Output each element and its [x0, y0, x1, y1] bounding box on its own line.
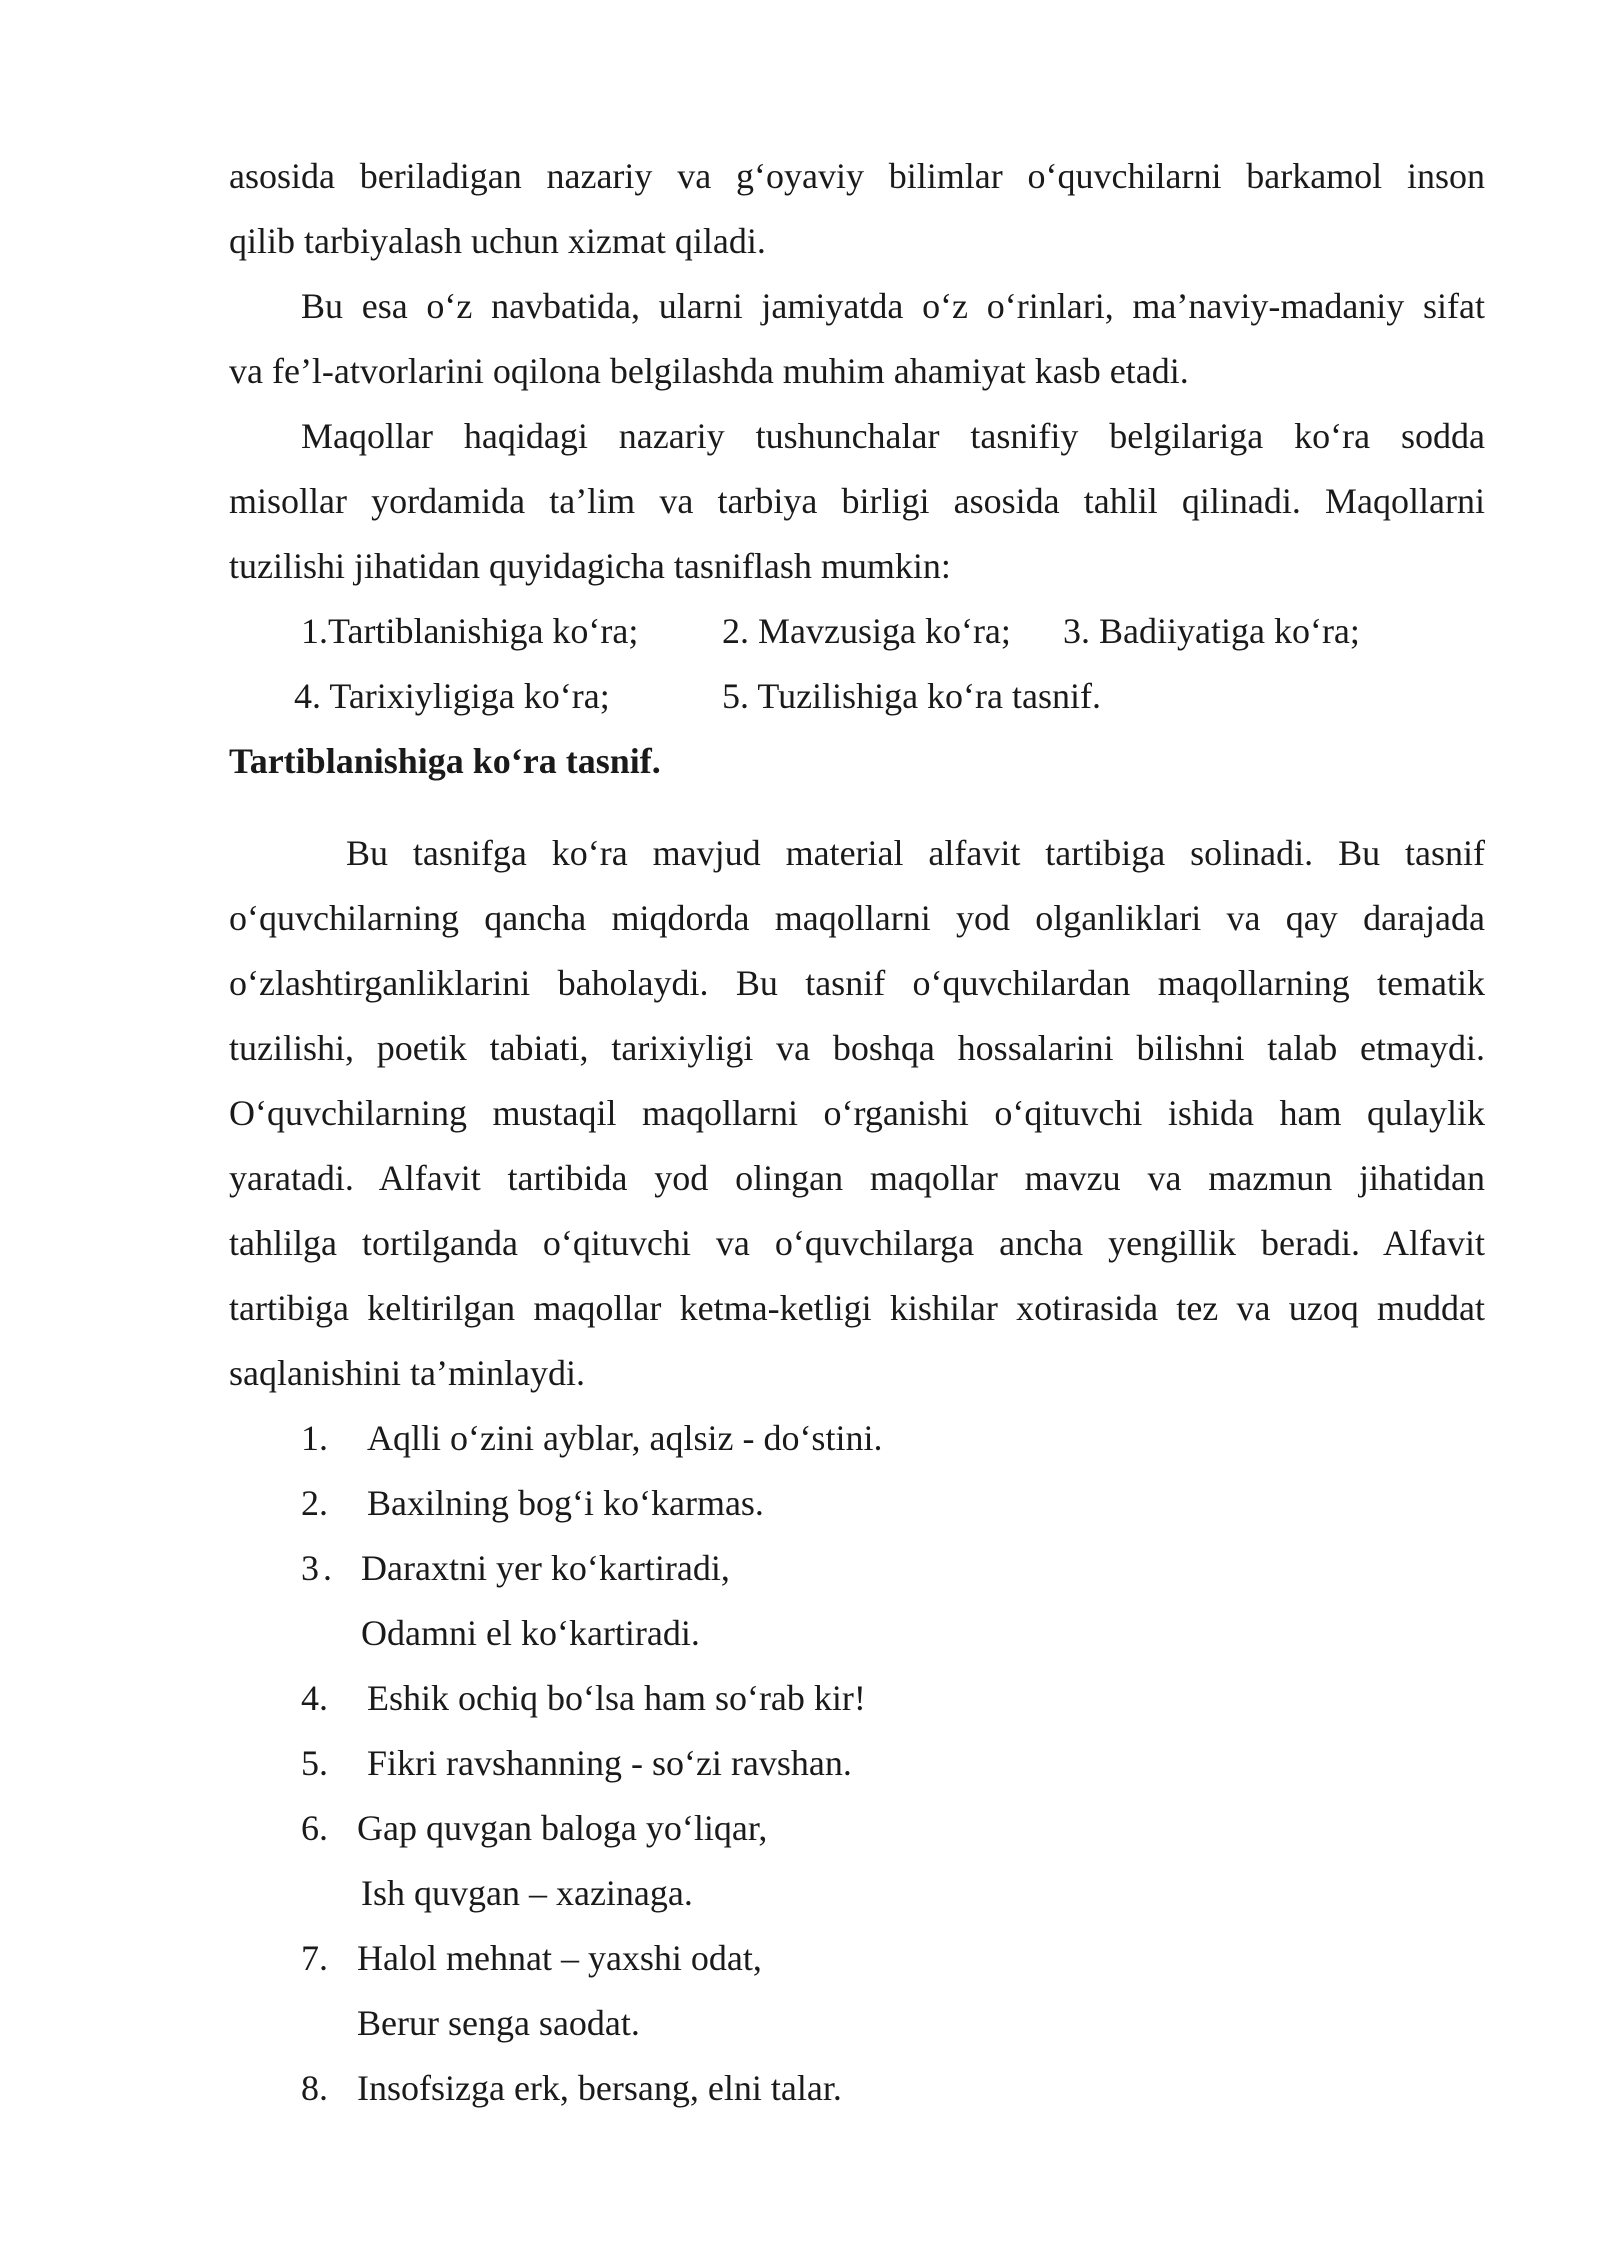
paragraph-line: Maqollar haqidagi nazariy tushunchalar tasnifiy belgilariga ko‘ra sodda	[301, 416, 1485, 456]
paragraph-line: va fe’l-atvorlarini oqilona belgilashda muhim ahamiyat kasb etadi.	[229, 351, 1189, 391]
list-number: 7.	[301, 1938, 328, 1978]
paragraph-line: Bu tasnifga ko‘ra mavjud material alfavit tartibiga solinadi. Bu tasnif	[346, 833, 1485, 873]
classification-item: 1.Tartiblanishiga ko‘ra;	[301, 611, 639, 651]
paragraph-line: tuzilishi, poetik tabiati, tarixiyligi va boshqa hossalarini bilishni talab etmaydi.	[229, 1028, 1485, 1068]
list-number: 4.	[301, 1678, 328, 1718]
list-number: 3.	[301, 1548, 336, 1588]
section-heading: Tartiblanishiga ko‘ra tasnif.	[229, 741, 661, 781]
classification-item: 4. Tarixiyligiga ko‘ra;	[294, 676, 610, 716]
paragraph-line: yaratadi. Alfavit tartibida yod olingan maqollar mavzu va mazmun jihatidan	[229, 1158, 1485, 1198]
list-number: 5.	[301, 1743, 328, 1783]
paragraph-line: O‘quvchilarning mustaqil maqollarni o‘rganishi o‘qituvchi ishida ham qulaylik	[229, 1093, 1485, 1133]
proverb-text: Insofsizga erk, bersang, elni talar.	[357, 2068, 842, 2108]
paragraph-line: tuzilishi jihatidan quyidagicha tasniflash mumkin:	[229, 546, 951, 586]
proverb-text: Halol mehnat – yaxshi odat,	[357, 1938, 762, 1978]
paragraph-line: saqlanishini ta’minlaydi.	[229, 1353, 585, 1393]
proverb-text: Fikri ravshanning - so‘zi ravshan.	[367, 1743, 852, 1783]
list-number: 1.	[301, 1418, 328, 1458]
proverb-text: Gap quvgan baloga yo‘liqar,	[357, 1808, 768, 1848]
proverb-text: Eshik ochiq bo‘lsa ham so‘rab kir!	[367, 1678, 866, 1718]
list-number: 6.	[301, 1808, 328, 1848]
proverb-text: Ish quvgan – xazinaga.	[361, 1873, 693, 1913]
list-number: 2.	[301, 1483, 328, 1523]
paragraph-line: o‘zlashtirganliklarini baholaydi. Bu tasnif o‘quvchilardan maqollarning tematik	[229, 963, 1485, 1003]
list-number: 8.	[301, 2068, 328, 2108]
proverb-text: Daraxtni yer ko‘kartiradi,	[361, 1548, 730, 1588]
classification-item: 3. Badiiyatiga ko‘ra;	[1063, 611, 1360, 651]
proverb-text: Odamni el ko‘kartiradi.	[361, 1613, 700, 1653]
paragraph-line: o‘quvchilarning qancha miqdorda maqollarni yod olganliklari va qay darajada	[229, 898, 1485, 938]
classification-item: 5. Tuzilishiga ko‘ra tasnif.	[722, 676, 1101, 716]
paragraph-line: qilib tarbiyalash uchun xizmat qiladi.	[229, 221, 766, 261]
paragraph-line: tahlilga tortilganda o‘qituvchi va o‘quvchilarga ancha yengillik beradi. Alfavit	[229, 1223, 1485, 1263]
proverb-text: Aqlli o‘zini ayblar, aqlsiz - do‘stini.	[367, 1418, 883, 1458]
paragraph-line: misollar yordamida ta’lim va tarbiya birligi asosida tahlil qilinadi. Maqollarni	[229, 481, 1485, 521]
proverb-text: Baxilning bog‘i ko‘karmas.	[367, 1483, 764, 1523]
paragraph-line: asosida beriladigan nazariy va g‘oyaviy bilimlar o‘quvchilarni barkamol inson	[229, 156, 1485, 196]
paragraph-line: Bu esa o‘z navbatida, ularni jamiyatda o‘z o‘rinlari, ma’naviy-madaniy sifat	[301, 286, 1485, 326]
classification-item: 2. Mavzusiga ko‘ra;	[722, 611, 1011, 651]
proverb-text: Berur senga saodat.	[357, 2003, 640, 2043]
paragraph-line: tartibiga keltirilgan maqollar ketma-ketligi kishilar xotirasida tez va uzoq muddat	[229, 1288, 1485, 1328]
